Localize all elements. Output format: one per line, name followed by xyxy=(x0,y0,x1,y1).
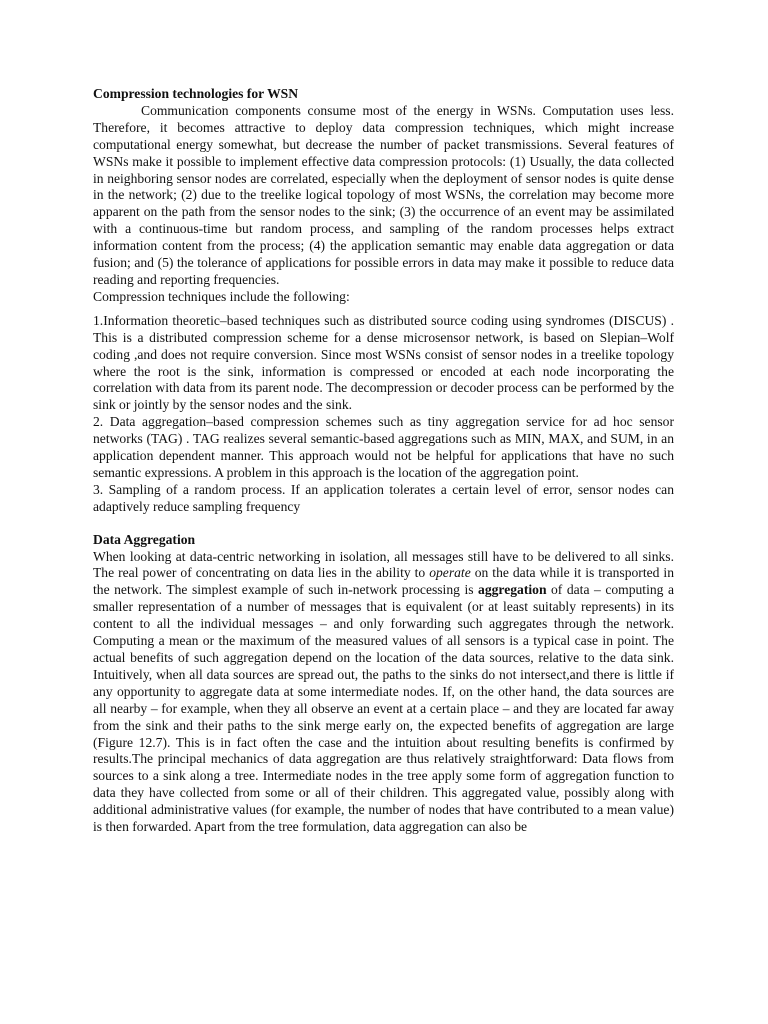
aggregation-paragraph xyxy=(93,549,674,836)
document-page xyxy=(93,86,674,836)
aggregation-emphasis: operate xyxy=(429,565,471,581)
aggregation-bold-term: aggregation xyxy=(478,582,547,598)
aggregation-text-mid: on the data while it is transported in the network. The simplest example of such in-network processing is xyxy=(93,565,674,598)
aggregation-text-end: of data – computing a smaller representation of a number of messages that is equivalent (or at least suitably represents) in its content to all the individual messages – and only forwarding such aggregates through the network. Computing a mean or the maximum of the measured values of all sensors is a typical case in point. The actual benefits of such aggregation depend on the location of the data sources, relative to the data sink. Intuitively, when all data sources are spread out, the paths to the sinks do not intersect,and there is little if any opportunity to aggregate data at some intermediate nodes. If, on the other hand, the data sources are all nearby – for example, when they all observe an event at a certain place – and they are located far away from the sink and their paths to the sink merge early on, the expected benefits of aggregation are large (Figure 12.7). This is in fact often the case and the intuition about resulting benefits is confirmed by results.The principal mechanics of data aggregation are thus relatively straightforward: Data flows from sources to a sink along a tree. Intermediate nodes in the tree apply some form of aggregation function to data they have collected from some or all of their children. This aggregated value, possibly along with additional administrative values (for example, the number of nodes that have contributed to a mean value) is then forwarded. Apart from the tree formulation, data aggregation can also be xyxy=(93,582,675,835)
list-item-sampling: 3. Sampling of a random process. If an application tolerates a certain level of error, sensor nodes can adaptively reduce sampling frequency xyxy=(93,481,674,514)
list-item-discus: 1.Information theoretic–based techniques such as distributed source coding using syndromes (DISCUS) . This is a distributed compression scheme for a dense microsensor network, is based on Slepian–Wolf coding ,and does not require conversion. Since most WSNs consist of sensor nodes in a treelike topology where the root is the sink, information is compressed or encoded at each node incorporating the correlation with data from its parent node. The decompression or decoder process can be performed by the sink or jointly by the sensor nodes and the sink. xyxy=(93,312,674,413)
aggregation-text-start: When looking at data-centric networking in isolation, all messages still have to be delivered to all sinks. The real power of concentrating on data lies in the ability to xyxy=(93,548,674,581)
list-intro: Compression techniques include the following: xyxy=(93,288,350,304)
list-item-tag: 2. Data aggregation–based compression schemes such as tiny aggregation service for ad hoc sensor networks (TAG) . TAG realizes several semantic-based aggregations such as MIN, MAX, and SUM, in an application dependent manner. This approach would not be helpful for applications that have no such semantic expressions. A problem in this approach is the location of the aggregation point. xyxy=(93,414,674,480)
section-heading-aggregation: Data Aggregation xyxy=(93,531,196,547)
section-heading-compression: Compression technologies for WSN xyxy=(93,86,299,101)
intro-paragraph: Communication components consume most of the energy in WSNs. Computation uses less. Therefore, it becomes attractive to deploy data compression techniques, which might increase computational energy somewhat, but decrease the number of packet transmissions. Several features of WSNs make it possible to implement effective data compression protocols: (1) Usually, the data collected in neighboring sensor nodes are correlated, especially when the deployment of sensor nodes is quite dense in the network; (2) due to the treelike logical topology of most WSNs, the correlation may become more apparent on the path from the sensor nodes to the sink; (3) the occurrence of an event may be assimilated with a continuous-time but random process, and sampling of the random processes helps extract information content from the process; (4) the application semantic may enable data aggregation or data fusion; and (5) the tolerance of applications for possible errors in data may make it possible to reduce data reading and reporting frequencies. xyxy=(93,102,674,287)
